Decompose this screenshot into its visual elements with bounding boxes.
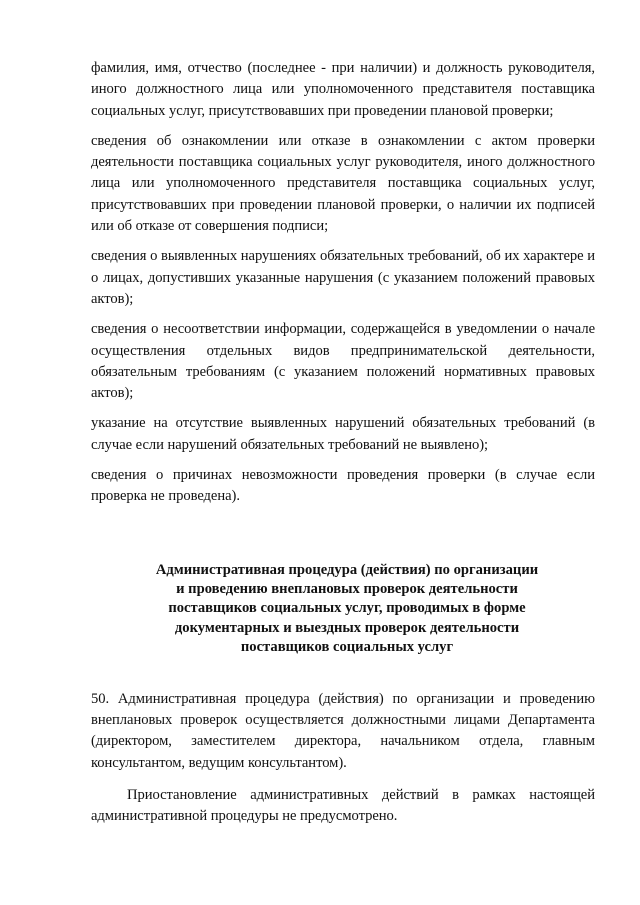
list-item-no-violations: указание на отсутствие выявленных нарушений обязательных требований (в случае если нарушений обязательных требований не выявлено); (91, 415, 595, 453)
paragraph-50: 50. Административная процедура (действия) по организации и проведению внеплановых проверок осуществляется должностными лицами Департамента (директором, заместителем директора, начальником отдела, главным консультантом, ведущим консультантом). (91, 690, 595, 771)
list-item-impossibility-reasons: сведения о причинах невозможности проведения проверки (в случае если проверка не проведена). (91, 467, 595, 505)
section-heading-line: поставщиков социальных услуг, проводимых в форме (168, 600, 526, 617)
paragraph-suspension: Приостановление административных действий в рамках настоящей административной процедуры не предусмотрено. (91, 786, 595, 825)
section-heading-line: и проведению внеплановых проверок деятельности (176, 581, 518, 598)
list-item-acquaintance: сведения об ознакомлении или отказе в ознакомлении с актом проверки деятельности поставщика социальных услуг руководителя, иного должностного лица или уполномоченного представителя поставщика социальных услуг, присутствовавших при проведении плановой проверки, о наличии их подписей или об отказе от совершения подписи; (91, 132, 595, 235)
list-item-full-name: фамилия, имя, отчество (последнее - при наличии) и должность руководителя, иного должностного лица или уполномоченного представителя поставщика социальных услуг, присутствовавших при проведении плановой проверки; (91, 60, 595, 119)
list-item-violations: сведения о выявленных нарушениях обязательных требований, об их характере и о лицах, допустивших указанные нарушения (с указанием положений правовых актов); (91, 248, 595, 307)
section-heading (91, 561, 595, 658)
document-page (91, 58, 595, 827)
list-item-nonconformity: сведения о несоответствии информации, содержащейся в уведомлении о начале осуществления отдельных видов предпринимательской деятельности, обязательным требованиям (с указанием положений нормативных правовых актов); (91, 321, 595, 402)
section-heading-line: поставщиков социальных услуг (240, 639, 454, 656)
section-heading-line: документарных и выездных проверок деятельности (174, 619, 520, 636)
section-heading-line: Административная процедура (действия) по организации (155, 561, 539, 578)
